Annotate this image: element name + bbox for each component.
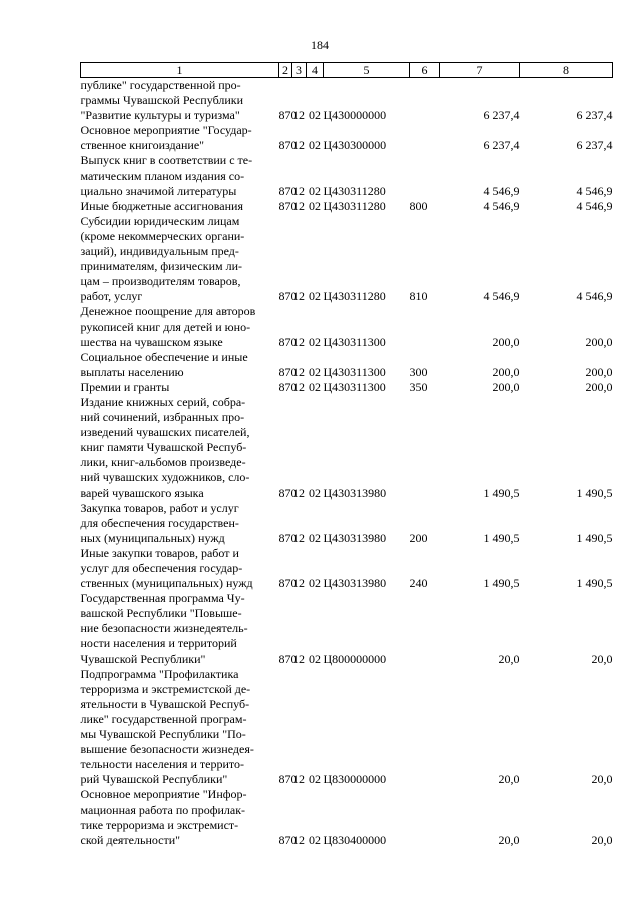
administrator-code: 870	[278, 198, 297, 213]
row-name-line: Субсидии юридическим лицам	[80, 213, 240, 228]
row-name-line: Иные бюджетные ассигнования	[80, 198, 243, 213]
row-name-line: выплаты населению	[80, 364, 184, 379]
column-header: 3	[292, 63, 307, 78]
amount-year-2: 200,0	[585, 364, 613, 379]
amount-year-2: 1 490,5	[576, 576, 613, 591]
target-article-code: Ц430311280	[323, 198, 386, 213]
expense-type-code	[410, 395, 440, 501]
row-name-line: работ, услуг	[80, 289, 143, 304]
amount-year-2: 200,0	[585, 379, 613, 394]
administrator-code: 870	[278, 138, 297, 153]
amount-year-2: 4 546,9	[576, 289, 613, 304]
expense-type-code: 800	[409, 198, 428, 213]
section-code: 12	[293, 183, 305, 198]
section-code: 12	[293, 485, 305, 500]
row-name-line: граммы Чувашской Республики	[80, 93, 244, 108]
amount-year-1: 6 237,4	[483, 108, 520, 123]
expense-type-code: 240	[409, 576, 428, 591]
row-name-line: изведений чувашских писателей,	[80, 425, 250, 440]
administrator-code: 870	[278, 108, 297, 123]
row-name-line: ных (муниципальных) нужд	[80, 530, 225, 545]
section-code: 12	[293, 772, 305, 787]
row-name-line: рукописей книг для детей и юно-	[80, 319, 251, 334]
expense-type-code	[410, 153, 440, 198]
row-name-line: Основное мероприятие "Государ-	[80, 123, 252, 138]
row-name-line: Социальное обеспечение и иные	[80, 349, 248, 364]
row-name	[81, 591, 279, 666]
expense-type-code	[410, 78, 440, 124]
amount-year-2: 200,0	[585, 334, 613, 349]
subsection-code: 02	[309, 651, 321, 666]
amount-year-1: 1 490,5	[483, 530, 520, 545]
amount-year-1: 20,0	[498, 651, 520, 666]
subsection-code: 02	[309, 832, 321, 847]
subsection-code: 02	[309, 289, 321, 304]
row-name-line: мационная работа по профилак-	[80, 802, 246, 817]
row-name-line: Чувашской Республики"	[80, 651, 206, 666]
administrator-code: 870	[278, 530, 297, 545]
row-name-line: вышение безопасности жизнедея-	[80, 742, 254, 757]
table-row	[81, 304, 613, 349]
administrator-code: 870	[278, 379, 297, 394]
expense-type-code	[410, 304, 440, 349]
row-name	[81, 787, 279, 847]
row-name-line: лики, книг-альбомов произведе-	[80, 455, 246, 470]
subsection-code: 02	[309, 108, 321, 123]
row-name-line: Иные закупки товаров, работ и	[80, 545, 239, 560]
amount-year-2: 6 237,4	[576, 138, 613, 153]
subsection-code: 02	[309, 183, 321, 198]
column-header: 7	[440, 63, 520, 78]
section-code: 12	[293, 530, 305, 545]
row-name	[81, 667, 279, 788]
expense-type-code	[410, 787, 440, 847]
target-article-code: Ц430300000	[323, 138, 387, 153]
expense-type-code	[410, 123, 440, 153]
amount-year-1: 4 546,9	[483, 183, 520, 198]
amount-year-1: 200,0	[492, 379, 520, 394]
row-name-line: ственное книгоиздание"	[80, 138, 205, 153]
target-article-code: Ц430311280	[323, 183, 386, 198]
row-name-line: терроризма и экстремистской де-	[80, 681, 251, 696]
table-row	[81, 546, 613, 591]
row-name	[81, 395, 279, 501]
amount-year-2: 20,0	[591, 651, 613, 666]
expense-type-code: 350	[409, 379, 428, 394]
row-name-line: варей чувашского языка	[80, 485, 204, 500]
row-name-line: лике" государственной програм-	[80, 711, 247, 726]
row-name-line: ние безопасности жизнедеятель-	[80, 621, 248, 636]
row-name-line: Премии и гранты	[80, 379, 170, 394]
row-name-line: книг памяти Чувашской Респуб-	[80, 440, 247, 455]
table-row	[81, 153, 613, 198]
expense-type-code: 300	[409, 364, 428, 379]
target-article-code: Ц430000000	[323, 108, 387, 123]
column-header: 1	[81, 63, 279, 78]
subsection-code: 02	[309, 138, 321, 153]
target-article-code: Ц430311300	[323, 334, 386, 349]
row-name	[81, 546, 279, 591]
row-name-line: Государственная программа Чу-	[80, 591, 245, 606]
section-code: 12	[293, 198, 305, 213]
row-name-line: для обеспечения государствен-	[80, 515, 239, 530]
row-name	[81, 78, 279, 124]
amount-year-2: 20,0	[591, 772, 613, 787]
row-name-line: Подпрограмма "Профилактика	[80, 666, 239, 681]
administrator-code: 870	[278, 183, 297, 198]
section-code: 12	[293, 108, 305, 123]
column-header: 2	[279, 63, 292, 78]
row-name-line: цам – производителям товаров,	[80, 274, 241, 289]
row-name-line: (кроме некоммерческих органи-	[80, 228, 245, 243]
row-name-line: ности населения и территорий	[80, 636, 237, 651]
table-row	[81, 78, 613, 124]
row-name	[81, 304, 279, 349]
administrator-code: 870	[278, 832, 297, 847]
target-article-code: Ц800000000	[323, 651, 387, 666]
row-name-line: Издание книжных серий, собра-	[80, 394, 246, 409]
administrator-code: 870	[278, 364, 297, 379]
amount-year-2: 4 546,9	[576, 198, 613, 213]
row-name	[81, 214, 279, 305]
table-row	[81, 501, 613, 546]
administrator-code: 870	[278, 289, 297, 304]
expense-type-code: 810	[409, 289, 428, 304]
budget-table	[80, 62, 613, 848]
row-name-line: ственных (муниципальных) нужд	[80, 576, 253, 591]
column-header: 5	[324, 63, 410, 78]
amount-year-1: 20,0	[498, 772, 520, 787]
subsection-code: 02	[309, 198, 321, 213]
amount-year-1: 4 546,9	[483, 289, 520, 304]
amount-year-1: 1 490,5	[483, 576, 520, 591]
row-name-line: услуг для обеспечения государ-	[80, 561, 243, 575]
target-article-code: Ц830400000	[323, 832, 387, 847]
amount-year-2: 20,0	[591, 832, 613, 847]
table-row	[81, 123, 613, 153]
administrator-code: 870	[278, 334, 297, 349]
row-name-line: ской деятельности"	[80, 832, 181, 847]
table-body	[81, 78, 613, 848]
amount-year-2: 4 546,9	[576, 183, 613, 198]
table-row	[81, 667, 613, 788]
subsection-code: 02	[309, 364, 321, 379]
table-row	[81, 395, 613, 501]
row-name-line: тике терроризма и экстремист-	[80, 817, 239, 832]
subsection-code: 02	[309, 576, 321, 591]
section-code: 12	[293, 576, 305, 591]
section-code: 12	[293, 289, 305, 304]
row-name-line: ний чувашских художников, сло-	[80, 470, 250, 485]
target-article-code: Ц430311300	[323, 364, 386, 379]
expense-type-code: 200	[409, 530, 428, 545]
row-name-line: Выпуск книг в соответствии с те-	[80, 153, 253, 168]
row-name-line: Денежное поощрение для авторов	[80, 304, 256, 319]
subsection-code: 02	[309, 379, 321, 394]
section-code: 12	[293, 379, 305, 394]
expense-type-code	[410, 667, 440, 788]
administrator-code: 870	[278, 485, 297, 500]
row-name	[81, 123, 279, 153]
row-name-line: шества на чувашском языке	[80, 334, 223, 349]
page-number: 184	[311, 38, 329, 52]
column-header-row	[81, 63, 613, 78]
subsection-code: 02	[309, 334, 321, 349]
subsection-code: 02	[309, 485, 321, 500]
row-name-line: циально значимой литературы	[80, 183, 237, 198]
table-row	[81, 380, 613, 395]
target-article-code: Ц430313980	[323, 485, 387, 500]
amount-year-1: 20,0	[498, 832, 520, 847]
table-row	[81, 214, 613, 305]
amount-year-2: 6 237,4	[576, 108, 613, 123]
row-name-line: мы Чувашской Республики "По-	[80, 727, 246, 742]
amount-year-1: 200,0	[492, 364, 520, 379]
target-article-code: Ц430311300	[323, 379, 386, 394]
row-name-line: ний сочинений, избранных про-	[80, 410, 245, 425]
target-article-code: Ц430313980	[323, 576, 387, 591]
section-code: 12	[293, 832, 305, 847]
row-name-line: "Развитие культуры и туризма"	[80, 108, 240, 123]
row-name	[81, 380, 279, 395]
row-name-line: заций), индивидуальным пред-	[80, 244, 239, 259]
expense-type-code	[410, 591, 440, 666]
column-header: 8	[520, 63, 613, 78]
amount-year-1: 6 237,4	[483, 138, 520, 153]
row-name-line: принимателям, физическим ли-	[80, 259, 242, 274]
target-article-code: Ц430313980	[323, 530, 387, 545]
table-row	[81, 350, 613, 380]
row-name-line: рий Чувашской Республики"	[80, 772, 228, 787]
amount-year-2: 1 490,5	[576, 530, 613, 545]
target-article-code: Ц430311280	[323, 289, 386, 304]
table-row	[81, 199, 613, 214]
table-row	[81, 787, 613, 847]
column-header: 6	[410, 63, 440, 78]
amount-year-1: 200,0	[492, 334, 520, 349]
administrator-code: 870	[278, 576, 297, 591]
amount-year-2: 1 490,5	[576, 485, 613, 500]
row-name-line: Основное мероприятие "Инфор-	[80, 787, 247, 802]
section-code: 12	[293, 138, 305, 153]
subsection-code: 02	[309, 530, 321, 545]
section-code: 12	[293, 364, 305, 379]
row-name-line: публике" государственной про-	[80, 78, 241, 92]
administrator-code: 870	[278, 772, 297, 787]
column-header: 4	[307, 63, 324, 78]
table-row	[81, 591, 613, 666]
section-code: 12	[293, 334, 305, 349]
subsection-code: 02	[309, 772, 321, 787]
section-code: 12	[293, 651, 305, 666]
row-name-line: матическим планом издания со-	[80, 168, 245, 183]
administrator-code: 870	[278, 651, 297, 666]
amount-year-1: 1 490,5	[483, 485, 520, 500]
row-name-line: тельности населения и террито-	[80, 757, 244, 772]
row-name-line: ятельности в Чувашской Респуб-	[80, 696, 250, 711]
row-name	[81, 350, 279, 380]
row-name-line: вашской Республики "Повыше-	[80, 606, 242, 621]
row-name-line: Закупка товаров, работ и услуг	[80, 500, 239, 515]
amount-year-1: 4 546,9	[483, 198, 520, 213]
target-article-code: Ц830000000	[323, 772, 387, 787]
row-name	[81, 501, 279, 546]
row-name	[81, 153, 279, 198]
row-name	[81, 199, 279, 214]
